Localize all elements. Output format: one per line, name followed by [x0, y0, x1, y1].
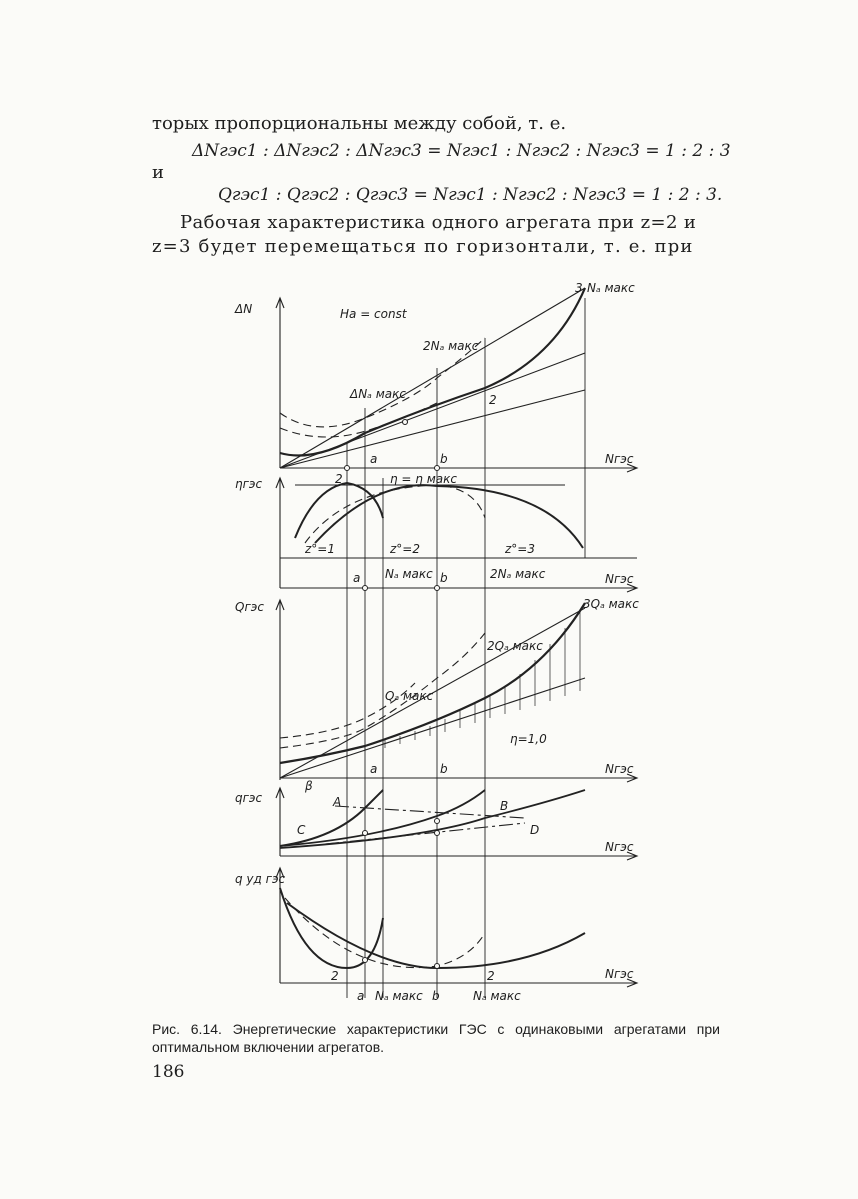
- p2-eta3: [315, 485, 583, 548]
- label-B: B: [500, 799, 509, 813]
- label-eta1: η=1,0: [510, 732, 547, 746]
- label-D: D: [530, 823, 540, 837]
- label-eta: ηгэс: [235, 477, 263, 491]
- label-NaMax-p2: Nₐ макс: [385, 567, 433, 581]
- label-b-p3: b: [440, 762, 448, 776]
- p4-curve-B: [280, 790, 585, 848]
- label-NaMax3: Nₐ макс: [587, 281, 635, 295]
- label-A: A: [333, 795, 342, 809]
- label-Ha: Ha = const: [340, 307, 407, 321]
- energy-characteristics-figure: [225, 278, 645, 1008]
- label-qud: q уд гэс: [235, 872, 286, 886]
- figure-caption: Рис. 6.14. Энергетические характеристики ГЭС с одинаковыми агрегатами при оптимальном включении агрегатов.: [152, 1021, 720, 1055]
- p1-bold-curve: [280, 288, 585, 456]
- conjunction: и: [152, 162, 164, 183]
- label-Nges-p2: Nгэс: [605, 572, 634, 586]
- label-Qa: Qₐ макс: [385, 689, 434, 703]
- label-C: C: [297, 823, 306, 837]
- p3-dashed-1: [280, 633, 485, 748]
- p4-line-D: [325, 823, 525, 844]
- label-b-p2: b: [440, 571, 448, 585]
- label-a-p1: a: [370, 452, 378, 466]
- label-z2: z°=2: [390, 542, 420, 556]
- page-number: 186: [152, 1062, 185, 1082]
- label-a-p2: a: [353, 571, 361, 585]
- label-NaMax-p5b: Nₐ макс: [473, 989, 521, 1003]
- label-2-p5a: 2: [331, 969, 339, 983]
- label-z1: z°=1: [305, 542, 335, 556]
- paragraph-line-1: Рабочая характеристика одного агрегата при z=2 и: [180, 212, 697, 233]
- label-etaMax: η = η макс: [390, 472, 457, 486]
- p4-line-AB: [335, 806, 525, 818]
- label-2Qa: 2Qₐ макс: [487, 639, 543, 653]
- equation-1: ΔNгэс1 : ΔNгэс2 : ΔNгэс3 = Nгэс1 : Nгэс2 : Nгэс3 = 1 : 2 : 3: [192, 141, 731, 161]
- p2-eta1: [295, 483, 383, 538]
- label-a-p5: a: [357, 989, 365, 1003]
- label-Nges-p5: Nгэс: [605, 967, 634, 981]
- label-dNaMax: ΔNₐ макс: [350, 387, 406, 401]
- label-3Qa: 3Qₐ макс: [583, 597, 639, 611]
- label-Nges-p3: Nгэс: [605, 762, 634, 776]
- label-2-p5b: 2: [487, 969, 495, 983]
- label-2NaMax: 2Nₐ макс: [423, 339, 479, 353]
- text-line-1: торых пропорциональны между собой, т. е.: [152, 113, 567, 134]
- label-NaMax-p5a: Nₐ макс: [375, 989, 423, 1003]
- label-dN: ΔN: [235, 302, 253, 316]
- label-3: 3: [575, 281, 583, 295]
- label-Qges: Qгэс: [235, 600, 264, 614]
- p5-curve-2: [285, 898, 485, 968]
- label-2-p2: 2: [335, 472, 343, 486]
- label-b-p1: b: [440, 452, 448, 466]
- p5-curve-1: [280, 888, 383, 968]
- p1-ray-top: [280, 288, 585, 468]
- label-Nges-p1: Nгэс: [605, 452, 634, 466]
- label-z3: z°=3: [505, 542, 535, 556]
- p5-curve-3: [287, 903, 585, 968]
- label-qges: qгэс: [235, 791, 263, 805]
- label-Nges-p4: Nгэс: [605, 840, 634, 854]
- p3-hatching: [385, 610, 580, 748]
- label-2-p1: 2: [489, 393, 497, 407]
- label-a-p3: a: [370, 762, 378, 776]
- p1-ray-low: [280, 390, 585, 468]
- paragraph-line-2: z=3 будет перемещаться по горизонтали, т. е. при: [152, 236, 694, 257]
- label-beta: β: [305, 779, 313, 793]
- label-2NaMax-p2: 2Nₐ макс: [490, 567, 546, 581]
- p4-curve-C: [280, 790, 383, 846]
- p2-eta2: [305, 485, 485, 543]
- label-b-p5: b: [432, 989, 440, 1003]
- equation-2: Qгэс1 : Qгэс2 : Qгэс3 = Nгэс1 : Nгэс2 : Nгэс3 = 1 : 2 : 3.: [218, 185, 723, 205]
